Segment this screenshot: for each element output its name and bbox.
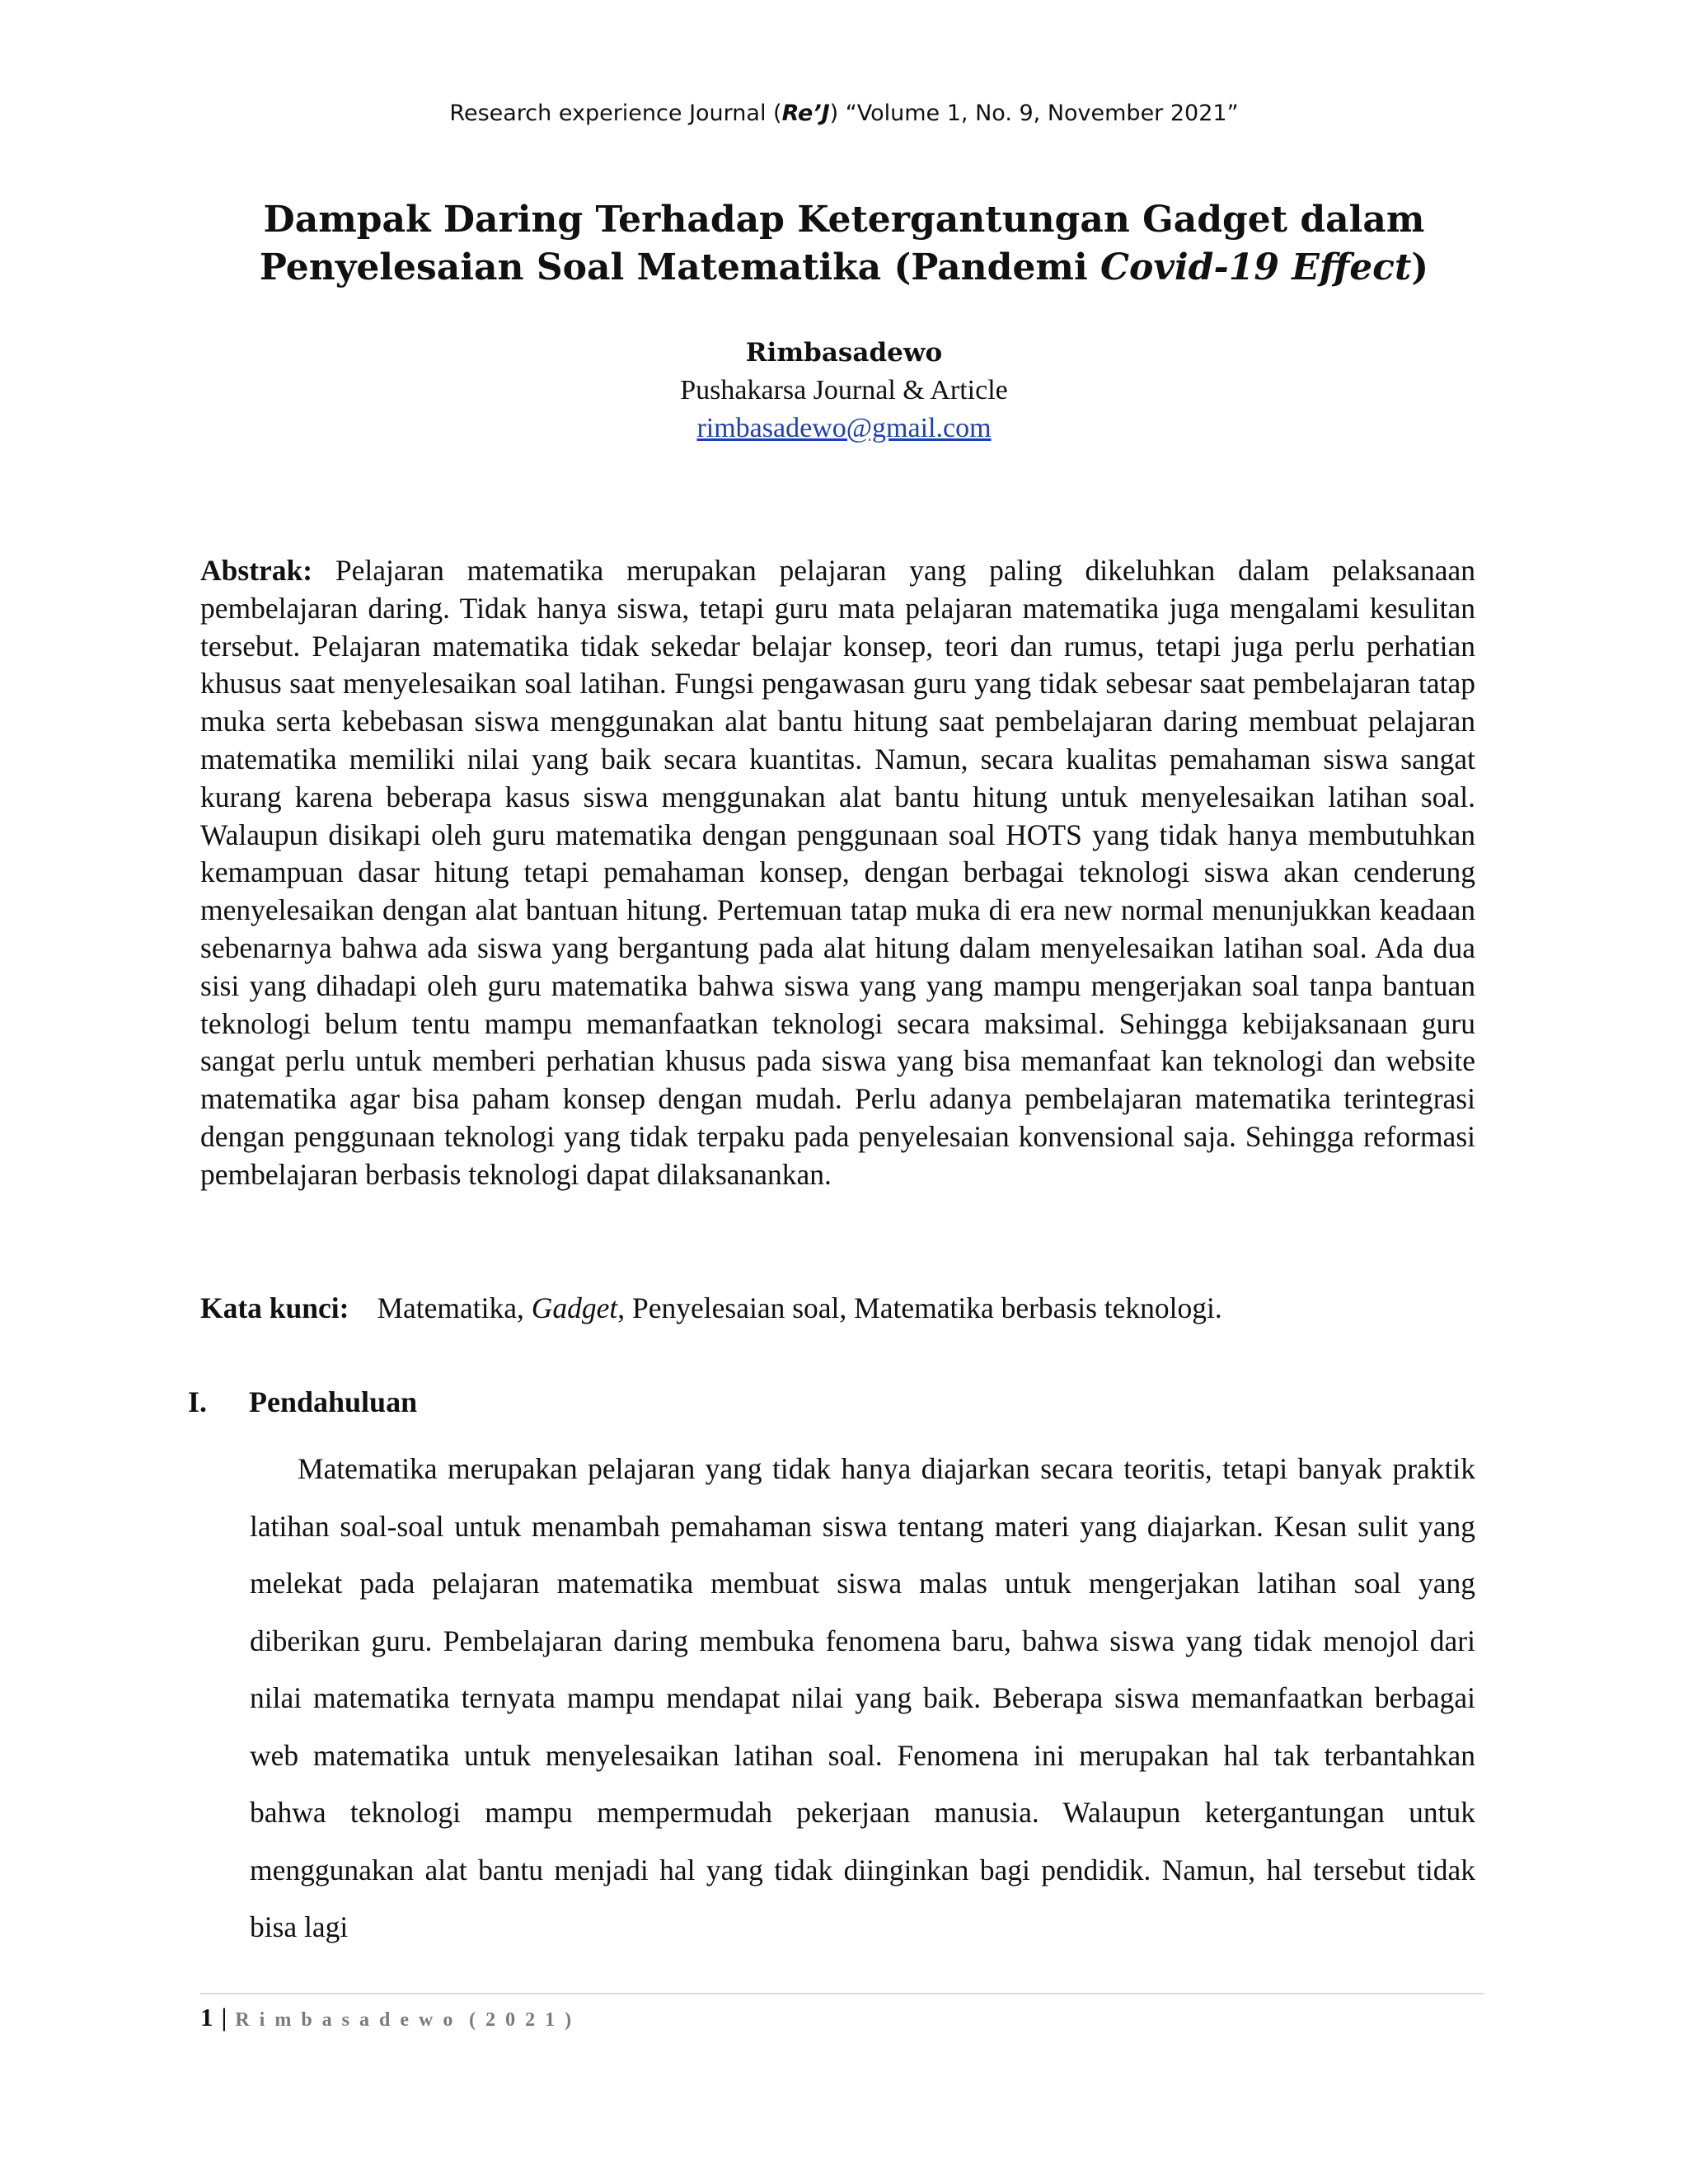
- abstract: [200, 552, 1475, 1194]
- header-prefix: Research experience Journal (: [449, 101, 782, 126]
- keywords-label: Kata kunci:: [200, 1291, 349, 1324]
- footer-separator: |: [221, 2003, 227, 2032]
- title-line-2: [165, 244, 1523, 292]
- section-heading: [188, 1385, 417, 1419]
- keywords-part-2: , Penyelesaian soal, Matematika berbasis teknologi.: [617, 1291, 1222, 1324]
- abstract-label: Abstrak:: [200, 554, 313, 587]
- running-header: [0, 101, 1688, 126]
- section-title: Pendahuluan: [249, 1385, 418, 1418]
- author-name: Rimbasadewo: [745, 338, 943, 368]
- paper-title: [165, 196, 1523, 292]
- author-affiliation: Pushakarsa Journal & Article: [680, 375, 1008, 405]
- keywords-italic: Gadget: [531, 1291, 618, 1324]
- keywords: [200, 1289, 1475, 1327]
- title-line-2-main: Penyelesaian Soal Matematika (Pandemi: [259, 246, 1101, 288]
- title-line-1: Dampak Daring Terhadap Ketergantungan Gadget dalam: [263, 199, 1425, 241]
- page-number: 1: [200, 2003, 213, 2032]
- author-block: [0, 334, 1688, 448]
- header-abbr: Re’J: [781, 101, 830, 126]
- section-number: I.: [188, 1385, 208, 1418]
- title-line-2-italic: Covid-19 Effect: [1100, 246, 1412, 288]
- abstract-text: Pelajaran matematika merupakan pelajaran yang paling dikeluhkan dalam pelaksanaan pembelajaran daring. Tidak hanya siswa, tetapi guru mata pelajaran matematika juga mengalami kesulitan tersebut. Pelajaran matematika tidak sekedar belajar konsep, teori dan rumus, tetapi juga perlu perhatian khusus saat menyelesaikan soal latihan. Fungsi pengawasan guru yang tidak sebesar saat pembelajaran tatap muka serta kebebasan siswa menggunakan alat bantu hitung saat pembelajaran daring membuat pelajaran matematika memiliki nilai yang baik secara kuantitas. Namun, secara kualitas pemahaman siswa sangat kurang karena beberapa kasus siswa menggunakan alat bantu hitung untuk menyelesaikan latihan soal. Walaupun disikapi oleh guru matematika dengan penggunaan soal HOTS yang tidak hanya membutuhkan kemampuan dasar hitung tetapi pemahaman konsep, dengan berbagai teknologi siswa akan cenderung menyelesaikan dengan alat bantuan hitung. Pertemuan tatap muka di era new normal menunjukkan keadaan sebenarnya bahwa ada siswa yang bergantung pada alat hitung dalam menyelesaikan latihan soal. Ada dua sisi yang dihadapi oleh guru matematika bahwa siswa yang yang mampu mengerjakan soal tanpa bantuan teknologi belum tentu mampu memanfaatkan teknologi secara maksimal. Sehingga kebijaksanaan guru sangat perlu untuk memberi perhatian khusus pada siswa yang bisa memanfaat kan teknologi dan website matematika agar bisa paham konsep dengan mudah. Perlu adanya pembelajaran matematika terintegrasi dengan penggunaan teknologi yang tidak terpaku pada penyelesaian konvensional saja. Sehingga reformasi pembelajaran berbasis teknologi dapat dilaksanankan.: [200, 554, 1476, 1191]
- footer-author: Rimbasadewo: [235, 2009, 463, 2031]
- keywords-part-1: Matematika,: [377, 1291, 532, 1324]
- author-email-link[interactable]: rimbasadewo@gmail.com: [696, 413, 992, 443]
- footer-year: (2021): [469, 2009, 582, 2031]
- title-line-2-close: ): [1411, 246, 1429, 288]
- page-footer: [200, 2003, 581, 2032]
- header-suffix: ) “Volume 1, No. 9, November 2021”: [829, 101, 1239, 126]
- footer-divider: [200, 1993, 1484, 1994]
- body-paragraph: Matematika merupakan pelajaran yang tidak hanya diajarkan secara teoritis, tetapi banyak praktik latihan soal-soal untuk menambah pemahaman siswa tentang materi yang diajarkan. Kesan sulit yang melekat pada pelajaran matematika membuat siswa malas untuk mengerjakan latihan soal yang diberikan guru. Pembelajaran daring membuka fenomena baru, bahwa siswa yang tidak menojol dari nilai matematika ternyata mampu mendapat nilai yang baik. Beberapa siswa memanfaatkan berbagai web matematika untuk menyelesaikan latihan soal. Fenomena ini merupakan hal tak terbantahkan bahwa teknologi mampu mempermudah pekerjaan manusia. Walaupun ketergantungan untuk menggunakan alat bantu menjadi hal yang tidak diinginkan bagi pendidik. Namun, hal tersebut tidak bisa lagi: [250, 1452, 1475, 1943]
